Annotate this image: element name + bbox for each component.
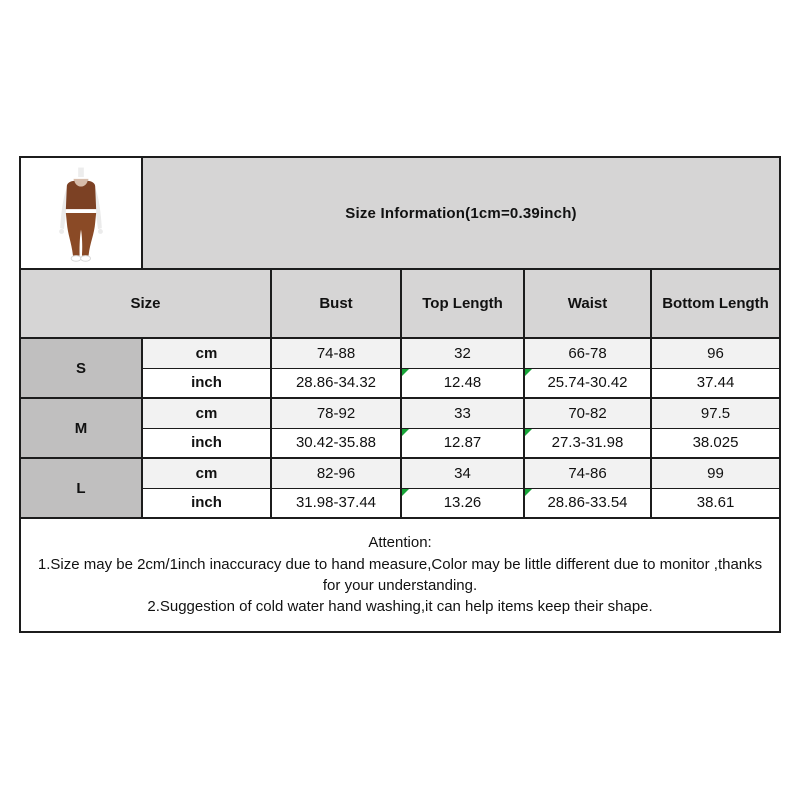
size-s-label: S <box>20 338 142 398</box>
cell-l-waist-cm: 74-86 <box>524 458 651 488</box>
product-image-cell <box>20 157 142 269</box>
cell-s-bottomlength-inch: 37.44 <box>651 368 780 398</box>
unit-label: cm <box>142 458 271 488</box>
attention-note-2: 2.Suggestion of cold water hand washing,it can help items keep their shape. <box>147 598 653 616</box>
unit-label: inch <box>142 428 271 458</box>
cell-s-bust-cm: 74-88 <box>271 338 401 368</box>
notes-row <box>20 518 780 632</box>
attention-notes <box>20 518 780 632</box>
outfit-photo-illustration <box>24 160 138 266</box>
cell-s-bust-inch: 28.86-34.32 <box>271 368 401 398</box>
cell-flag-triangle-icon <box>525 369 532 376</box>
size-column-header: Size <box>20 269 271 338</box>
cell-m-waist-cm: 70-82 <box>524 398 651 428</box>
cell-l-bottomlength-inch: 38.61 <box>651 488 780 518</box>
cell-s-waist-inch: 25.74-30.42 <box>524 368 651 398</box>
cell-l-waist-inch: 28.86-33.54 <box>524 488 651 518</box>
size-l-cm-row <box>20 458 780 488</box>
product-photo <box>23 160 139 266</box>
cell-m-bust-cm: 78-92 <box>271 398 401 428</box>
cell-flag-triangle-icon <box>402 489 409 496</box>
cell-flag-triangle-icon <box>525 429 532 436</box>
bottom-length-column-header: Bottom Length <box>651 269 780 338</box>
unit-label: inch <box>142 488 271 518</box>
page-title: Size Information(1cm=0.39inch) <box>142 157 780 269</box>
waist-column-header: Waist <box>524 269 651 338</box>
size-information-table <box>19 156 781 633</box>
unit-label: cm <box>142 338 271 368</box>
top-length-column-header: Top Length <box>401 269 524 338</box>
cell-l-bottomlength-cm: 99 <box>651 458 780 488</box>
attention-note-1: 1.Size may be 2cm/1inch inaccuracy due to hand measure,Color may be little different due to monitor ,thanks for your understanding. <box>37 555 763 594</box>
cell-l-toplength-cm: 34 <box>401 458 524 488</box>
unit-label: inch <box>142 368 271 398</box>
cell-m-toplength-inch: 12.87 <box>401 428 524 458</box>
unit-label: cm <box>142 398 271 428</box>
cell-s-bottomlength-cm: 96 <box>651 338 780 368</box>
cell-flag-triangle-icon <box>402 429 409 436</box>
cell-flag-triangle-icon <box>402 369 409 376</box>
cell-l-bust-inch: 31.98-37.44 <box>271 488 401 518</box>
cell-flag-triangle-icon <box>525 489 532 496</box>
size-m-cm-row <box>20 398 780 428</box>
cell-s-toplength-inch: 12.48 <box>401 368 524 398</box>
cell-m-bottomlength-cm: 97.5 <box>651 398 780 428</box>
cell-s-waist-cm: 66-78 <box>524 338 651 368</box>
title-row <box>20 157 780 269</box>
cell-m-bust-inch: 30.42-35.88 <box>271 428 401 458</box>
cell-s-toplength-cm: 32 <box>401 338 524 368</box>
size-m-label: M <box>20 398 142 458</box>
cell-m-waist-inch: 27.3-31.98 <box>524 428 651 458</box>
bust-column-header: Bust <box>271 269 401 338</box>
cell-m-toplength-cm: 33 <box>401 398 524 428</box>
attention-heading: Attention: <box>368 534 432 552</box>
size-l-label: L <box>20 458 142 518</box>
column-header-row <box>20 269 780 338</box>
cell-l-toplength-inch: 13.26 <box>401 488 524 518</box>
size-s-cm-row <box>20 338 780 368</box>
cell-l-bust-cm: 82-96 <box>271 458 401 488</box>
cell-m-bottomlength-inch: 38.025 <box>651 428 780 458</box>
